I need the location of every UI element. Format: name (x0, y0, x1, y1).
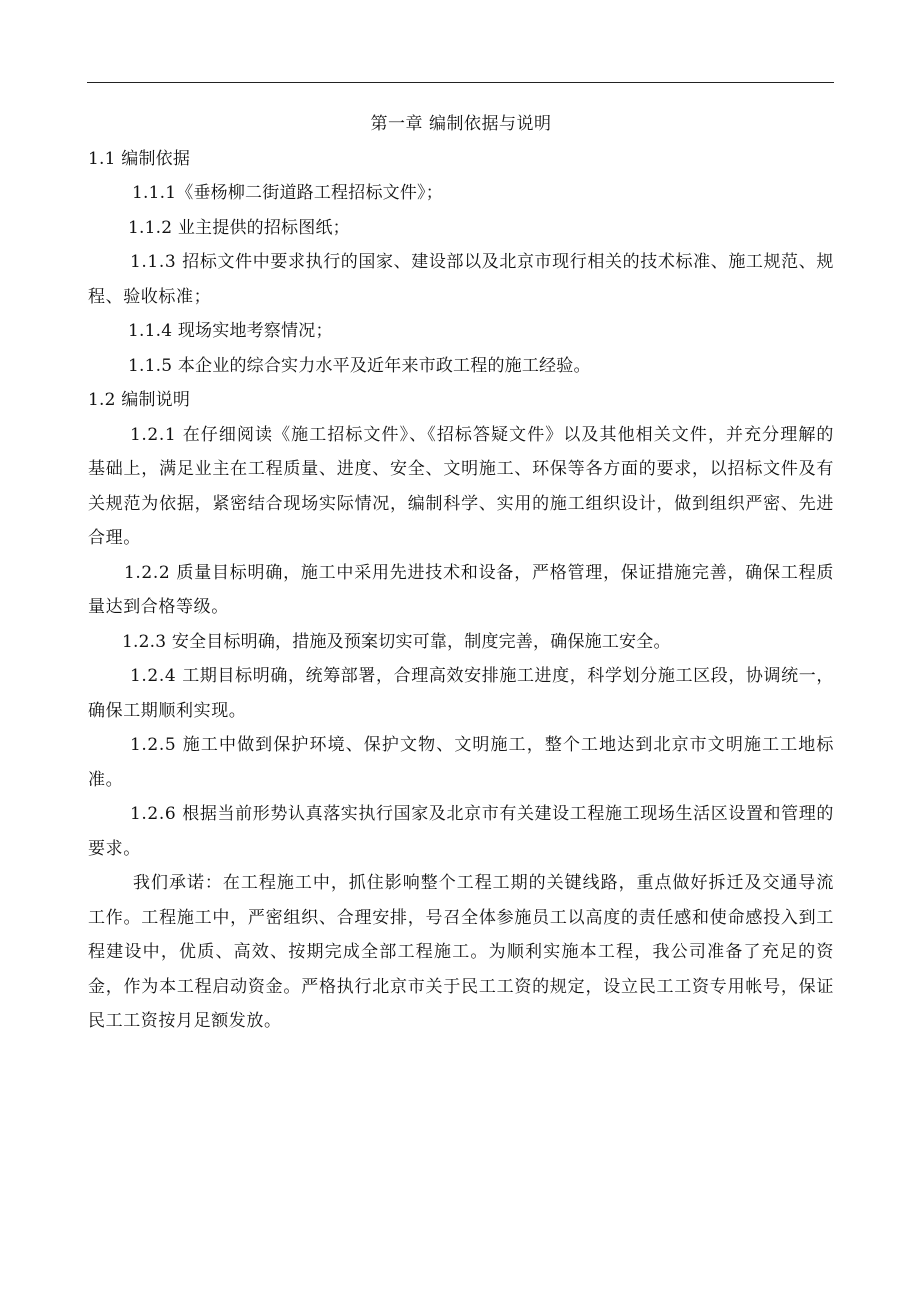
section-heading-1-2: 1.2 编制说明 (88, 390, 191, 410)
item-1-1-2: 1.1.2 业主提供的招标图纸； (128, 217, 350, 238)
section-heading-1-1: 1.1 编制依据 (88, 148, 191, 169)
item-1-2-3: 1.2.3 安全目标明确，措施及预案切实可靠，制度完善，确保施工安全。 (122, 631, 671, 652)
item-1-2-6: 1.2.6 根据当前形势认真落实执行国家及北京市有关建设工程施工现场生活区设置和管理的要求。 (88, 804, 834, 859)
header-rule (87, 82, 834, 83)
item-1-2-2: 1.2.2 质量目标明确，施工中采用先进技术和设备，严格管理，保证措施完善，确保工程质量达到合格等级。 (88, 562, 834, 617)
item-1-1-5: 1.1.5 本企业的综合实力水平及近年来市政工程的施工经验。 (128, 355, 591, 376)
chapter-title: 第一章 编制依据与说明 (370, 114, 552, 134)
item-1-2-5: 1.2.5 施工中做到保护环境、保护文物、文明施工，整个工地达到北京市文明施工工地标准。 (88, 735, 834, 790)
document-body (88, 107, 834, 1039)
item-1-1-3: 1.1.3 招标文件中要求执行的国家、建设部以及北京市现行相关的技术标准、施工规范、规程、验收标准； (88, 252, 834, 307)
commitment-paragraph: 我们承诺：在工程施工中，抓住影响整个工程工期的关键线路，重点做好拆迁及交通导流工作。工程施工中，严密组织、合理安排，号召全体参施员工以高度的责任感和使命感投入到工程建设中，优质、高效、按期完成全部工程施工。为顺利实施本工程，我公司准备了充足的资金，作为本工程启动资金。严格执行北京市关于民工工资的规定，设立民工工资专用帐号，保证民工工资按月足额发放。 (88, 873, 834, 1031)
item-1-1-1: 1.1.1《垂杨柳二街道路工程招标文件》； (132, 183, 443, 203)
item-1-2-4: 1.2.4 工期目标明确，统筹部署，合理高效安排施工进度，科学划分施工区段，协调统一，确保工期顺利实现。 (88, 666, 834, 721)
item-1-2-1: 1.2.1 在仔细阅读《施工招标文件》、《招标答疑文件》以及其他相关文件，并充分理解的基础上，满足业主在工程质量、进度、安全、文明施工、环保等各方面的要求，以招标文件及有关规范为依据，紧密结合现场实际情况，编制科学、实用的施工组织设计，做到组织严密、先进合理。 (88, 424, 834, 548)
item-1-1-4: 1.1.4 现场实地考察情况； (128, 321, 333, 341)
